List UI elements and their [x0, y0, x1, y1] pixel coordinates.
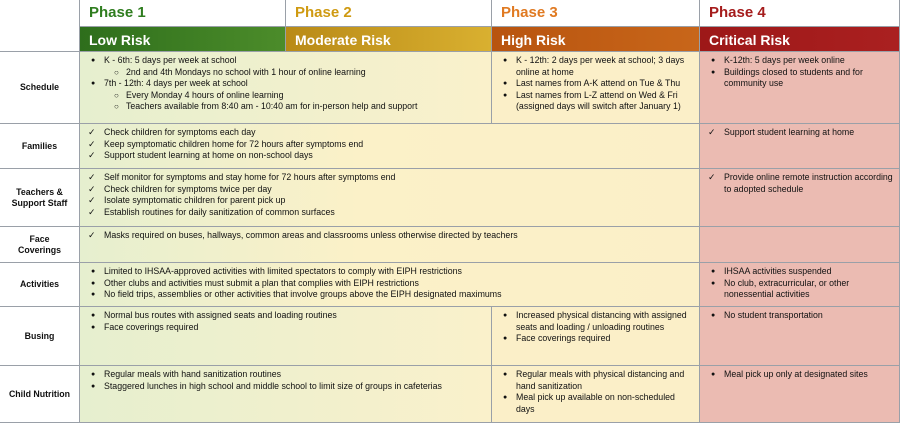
list-item: ● Increased physical distancing with assigned seats and loading / unloading routines [503, 310, 687, 332]
list-item: ● No club, extracurricular, or other nonessential activities [711, 277, 850, 299]
families-phase-1-3 [80, 124, 700, 169]
list-item: ✓ Check children for symptoms each day [88, 127, 256, 137]
nutrition-phase-3 [492, 366, 700, 423]
corner-cell [0, 0, 80, 52]
list-item: ○ Every Monday 4 hours of online learning [114, 89, 284, 100]
list-item: ● Normal bus routes with assigned seats and loading routines [91, 310, 337, 320]
schedule-phase-3 [492, 52, 700, 124]
list-item: ● Staggered lunches in high school and middle school to limit size of groups in cafeterias [91, 380, 442, 391]
row-label-child-nutrition: Child Nutrition [0, 366, 80, 423]
list-item: ● K - 6th: 5 days per week at school [91, 55, 237, 65]
list-item: ● Face coverings required [503, 333, 611, 343]
check-icon: ✓ [88, 183, 96, 194]
schedule-phase-1-2 [80, 52, 492, 124]
list-item: ○ Teachers available from 8:40 am - 10:40 am for in-person help and support [114, 101, 418, 111]
face-coverings-all-phases [80, 227, 700, 263]
list-item: ✓ Provide online remote instruction according to adopted schedule [708, 172, 893, 194]
check-icon: ✓ [708, 127, 716, 137]
busing-phase-1-2 [80, 307, 492, 366]
risk-moderate: Moderate Risk [286, 27, 492, 52]
list-item: ● Last names from L-Z attend on Wed & Fri (assigned days will switch after January 1) [503, 89, 681, 111]
list-item: ● No student transportation [711, 310, 823, 320]
activities-phase-4 [700, 263, 900, 307]
row-label-teachers: Teachers & Support Staff [0, 169, 80, 227]
check-icon: ✓ [88, 150, 96, 160]
list-item: ● Regular meals with physical distancing and hand sanitization [503, 369, 685, 391]
list-item: ● Meal pick up available on non-scheduled days [503, 392, 675, 414]
check-icon: ✓ [88, 230, 96, 240]
list-item: ✓ Self monitor for symptoms and stay home for 72 hours after symptoms end [88, 172, 396, 182]
list-item: ● Regular meals with hand sanitization routines [91, 369, 282, 379]
phase-4-title: Phase 4 [700, 0, 900, 27]
schedule-phase-4 [700, 52, 900, 124]
list-item: ● Meal pick up only at designated sites [711, 369, 868, 379]
check-icon: ✓ [88, 195, 96, 205]
phase-3-title: Phase 3 [492, 0, 700, 27]
phase-1-title: Phase 1 [80, 0, 286, 27]
row-label-families: Families [0, 124, 80, 169]
nutrition-phase-4 [700, 366, 900, 423]
list-item: ○ 2nd and 4th Mondays no school with 1 hour of online learning [114, 66, 366, 77]
list-item: ● K-12th: 5 days per week online [711, 55, 845, 65]
check-icon: ✓ [88, 172, 96, 182]
teachers-phase-4 [700, 169, 900, 227]
risk-low: Low Risk [80, 27, 286, 52]
check-icon: ✓ [88, 138, 96, 149]
phase-2-title: Phase 2 [286, 0, 492, 27]
families-phase-4 [700, 124, 900, 169]
list-item: ● Limited to IHSAA-approved activities with limited spectators to comply with EIPH restrictions [91, 266, 462, 276]
activities-phase-1-3 [80, 263, 700, 307]
check-icon: ✓ [708, 172, 716, 182]
list-item: ✓ Isolate symptomatic children for parent pick up [88, 195, 286, 205]
nutrition-phase-1-2 [80, 366, 492, 423]
busing-phase-3 [492, 307, 700, 366]
list-item: ● Other clubs and activities must submit a plan that complies with EIPH restrictions [91, 277, 419, 288]
row-label-schedule: Schedule [0, 52, 80, 124]
list-item: ✓ Support student learning at home on non-school days [88, 150, 313, 160]
list-item: ✓ Masks required on buses, hallways, common areas and classrooms unless otherwise directed by teachers [88, 230, 518, 240]
list-item: ● No field trips, assemblies or other activities that involve groups above the EIPH designated maximums [91, 289, 502, 299]
row-label-activities: Activities [0, 263, 80, 307]
check-icon: ✓ [88, 206, 96, 217]
face-coverings-phase-4 [700, 227, 900, 263]
list-item: ● Buildings closed to students and for community use [711, 66, 863, 88]
row-label-face-coverings: Face Coverings [0, 227, 80, 263]
list-item: ● IHSAA activities suspended [711, 266, 832, 276]
list-item: ✓ Check children for symptoms twice per day [88, 183, 272, 194]
list-item: ● Last names from A-K attend on Tue & Thu [503, 78, 681, 88]
list-item: ● K - 12th: 2 days per week at school; 3 days online at home [503, 55, 685, 77]
list-item: ✓ Support student learning at home [708, 127, 855, 137]
list-item: ● Face coverings required [91, 321, 199, 332]
risk-high: High Risk [492, 27, 700, 52]
check-icon: ✓ [88, 127, 96, 137]
teachers-phase-1-3 [80, 169, 700, 227]
row-label-busing: Busing [0, 307, 80, 366]
list-item: ✓ Establish routines for daily sanitization of common surfaces [88, 206, 335, 217]
busing-phase-4 [700, 307, 900, 366]
list-item: ● 7th - 12th: 4 days per week at school [91, 78, 248, 88]
risk-critical: Critical Risk [700, 27, 900, 52]
list-item: ✓ Keep symptomatic children home for 72 hours after symptoms end [88, 138, 364, 149]
